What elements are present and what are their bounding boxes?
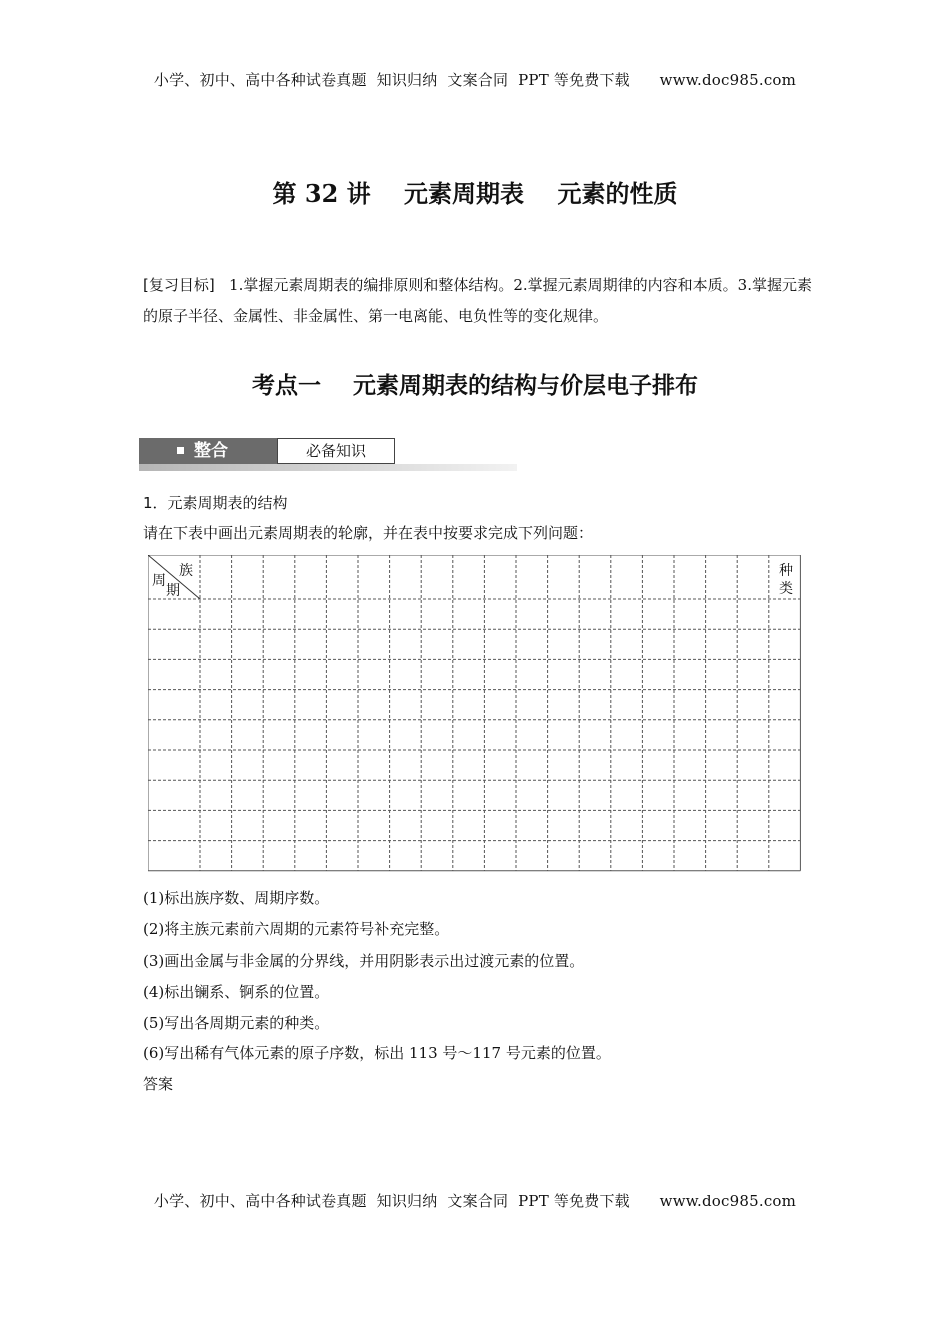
section-heading: 考点一 元素周期表的结构与价层电子排布 bbox=[251, 372, 699, 399]
question-4: (4)标出镧系、锕系的位置。 bbox=[143, 983, 330, 1001]
subsection-heading: 1．元素周期表的结构 bbox=[143, 494, 288, 512]
periodic-table-grid bbox=[148, 555, 804, 873]
review-goals bbox=[143, 270, 813, 332]
subsection-intro: 请在下表中画出元素周期表的轮廓，并在表中按要求完成下列问题： bbox=[143, 524, 594, 542]
review-goals-text: 1.掌握元素周期表的编排原则和整体结构。2.掌握元素周期律的内容和本质。3.掌握元素的原子半径、金属性、非金属性、第一电离能、电负性等的变化规律。 bbox=[143, 276, 812, 325]
question-1: (1)标出族序数、周期序数。 bbox=[143, 889, 330, 907]
question-3: (3)画出金属与非金属的分界线，并用阴影表示出过渡元素的位置。 bbox=[143, 952, 585, 970]
kind-label-1: 种 bbox=[779, 563, 793, 579]
corner-group-label: 族 bbox=[179, 563, 193, 579]
corner-period-label-1: 周 bbox=[152, 573, 166, 589]
question-5: (5)写出各周期元素的种类。 bbox=[143, 1014, 330, 1032]
kind-label-2: 类 bbox=[779, 581, 793, 597]
banner-integrate bbox=[139, 438, 277, 464]
section-banner bbox=[139, 438, 517, 471]
review-goals-tag: [复习目标] bbox=[143, 276, 215, 294]
banner-left-label: 整合 bbox=[194, 441, 228, 461]
page-footer: 小学、初中、高中各种试卷真题 知识归纳 文案合同 PPT 等免费下载 www.doc985.com bbox=[153, 1192, 797, 1210]
banner-shadow bbox=[139, 464, 517, 471]
square-bullet-icon bbox=[177, 447, 184, 454]
corner-period-label-2: 期 bbox=[166, 583, 180, 599]
lesson-title: 第 32 讲 元素周期表 元素的性质 bbox=[272, 179, 678, 208]
question-2: (2)将主族元素前六周期的元素符号补充完整。 bbox=[143, 920, 450, 938]
page-header: 小学、初中、高中各种试卷真题 知识归纳 文案合同 PPT 等免费下载 www.doc985.com bbox=[153, 71, 797, 89]
question-6: (6)写出稀有气体元素的原子序数，标出 113 号～117 号元素的位置。 bbox=[143, 1044, 611, 1062]
banner-right-label: 必备知识 bbox=[277, 438, 395, 464]
answer-label: 答案 bbox=[143, 1075, 174, 1093]
